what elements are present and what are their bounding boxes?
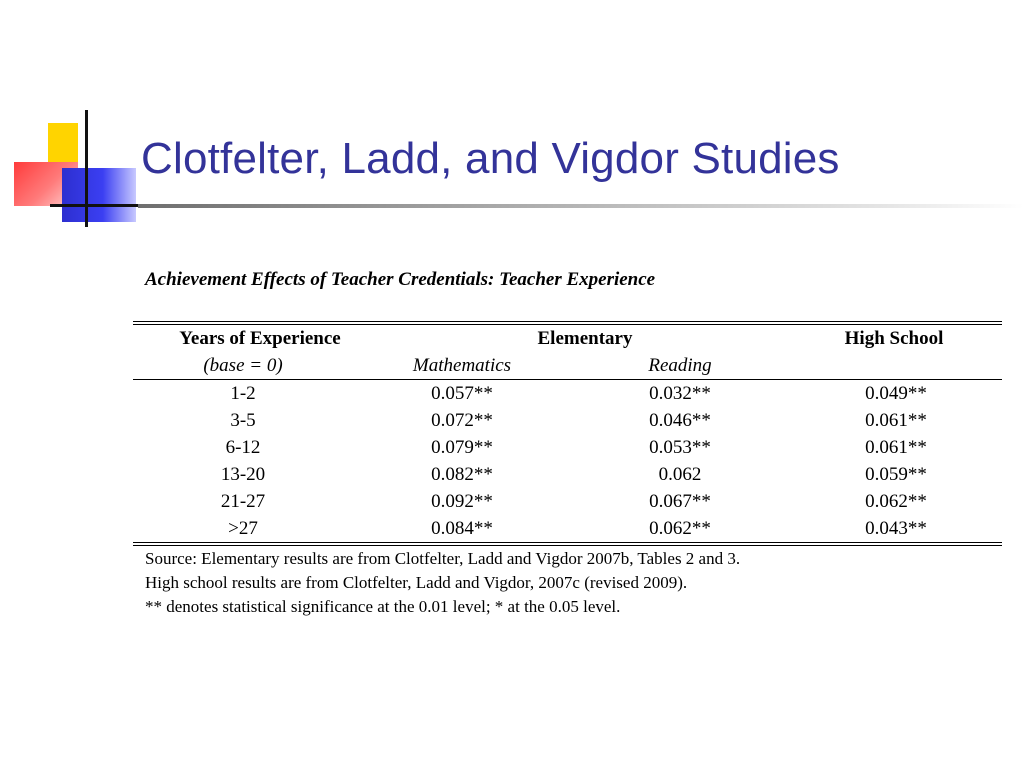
cell-reading: 0.067**: [649, 491, 711, 512]
header-years: Years of Experience: [179, 328, 341, 349]
logo-yellow-square: [48, 123, 78, 163]
subheader-mathematics: Mathematics: [412, 355, 512, 376]
cell-reading: 0.046**: [649, 410, 711, 431]
cell-high-school: 0.059**: [865, 464, 927, 485]
cell-math: 0.082**: [431, 464, 493, 485]
cell-math: 0.092**: [431, 491, 493, 512]
subheader-reading: Reading: [648, 355, 712, 376]
table-row: [133, 515, 1002, 542]
significance-note: ** denotes statistical significance at the 0.01 level; * at the 0.05 level.: [145, 597, 621, 616]
slide-title: Clotfelter, Ladd, and Vigdor Studies: [141, 134, 840, 183]
results-table: [133, 321, 1002, 546]
cell-math: 0.057**: [431, 383, 493, 404]
header-high-school: High School: [844, 328, 944, 349]
cell-years: 13-20: [220, 464, 266, 485]
logo-blue-square: [62, 168, 136, 222]
cell-reading: 0.062**: [649, 518, 711, 539]
cell-years: >27: [228, 518, 258, 539]
cell-years: 1-2: [230, 383, 256, 404]
header-elementary: Elementary: [537, 328, 633, 349]
table-row: [133, 380, 1002, 407]
logo-horizontal-line: [50, 204, 140, 207]
table-subheader-row: [133, 352, 1002, 379]
cell-high-school: 0.043**: [865, 518, 927, 539]
cell-math: 0.072**: [431, 410, 493, 431]
cell-reading: 0.053**: [649, 437, 711, 458]
source-note-high-school: High school results are from Clotfelter, Ladd and Vigdor, 2007c (revised 2009).: [145, 573, 688, 592]
cell-years: 21-27: [220, 491, 266, 512]
table-caption: Achievement Effects of Teacher Credentials: Teacher Experience: [145, 269, 656, 290]
subheader-base: (base = 0): [203, 355, 283, 376]
logo-vertical-line: [85, 110, 88, 227]
cell-reading: 0.062: [658, 464, 702, 485]
table-bottom-rule: [133, 542, 1002, 546]
cell-math: 0.084**: [431, 518, 493, 539]
cell-reading: 0.032**: [649, 383, 711, 404]
cell-high-school: 0.062**: [865, 491, 927, 512]
table-row: [133, 461, 1002, 488]
table-header-row: [133, 325, 1002, 352]
table-row: [133, 407, 1002, 434]
cell-high-school: 0.049**: [865, 383, 927, 404]
table-row: [133, 434, 1002, 461]
logo-decoration: [0, 0, 160, 240]
cell-years: 3-5: [230, 410, 256, 431]
table-row: [133, 488, 1002, 515]
cell-high-school: 0.061**: [865, 437, 927, 458]
cell-math: 0.079**: [431, 437, 493, 458]
cell-years: 6-12: [225, 437, 261, 458]
source-note-elementary: Source: Elementary results are from Clotfelter, Ladd and Vigdor 2007b, Tables 2 and 3.: [145, 549, 741, 568]
table-notes: [145, 547, 740, 619]
cell-high-school: 0.061**: [865, 410, 927, 431]
title-underline: [138, 204, 1024, 208]
